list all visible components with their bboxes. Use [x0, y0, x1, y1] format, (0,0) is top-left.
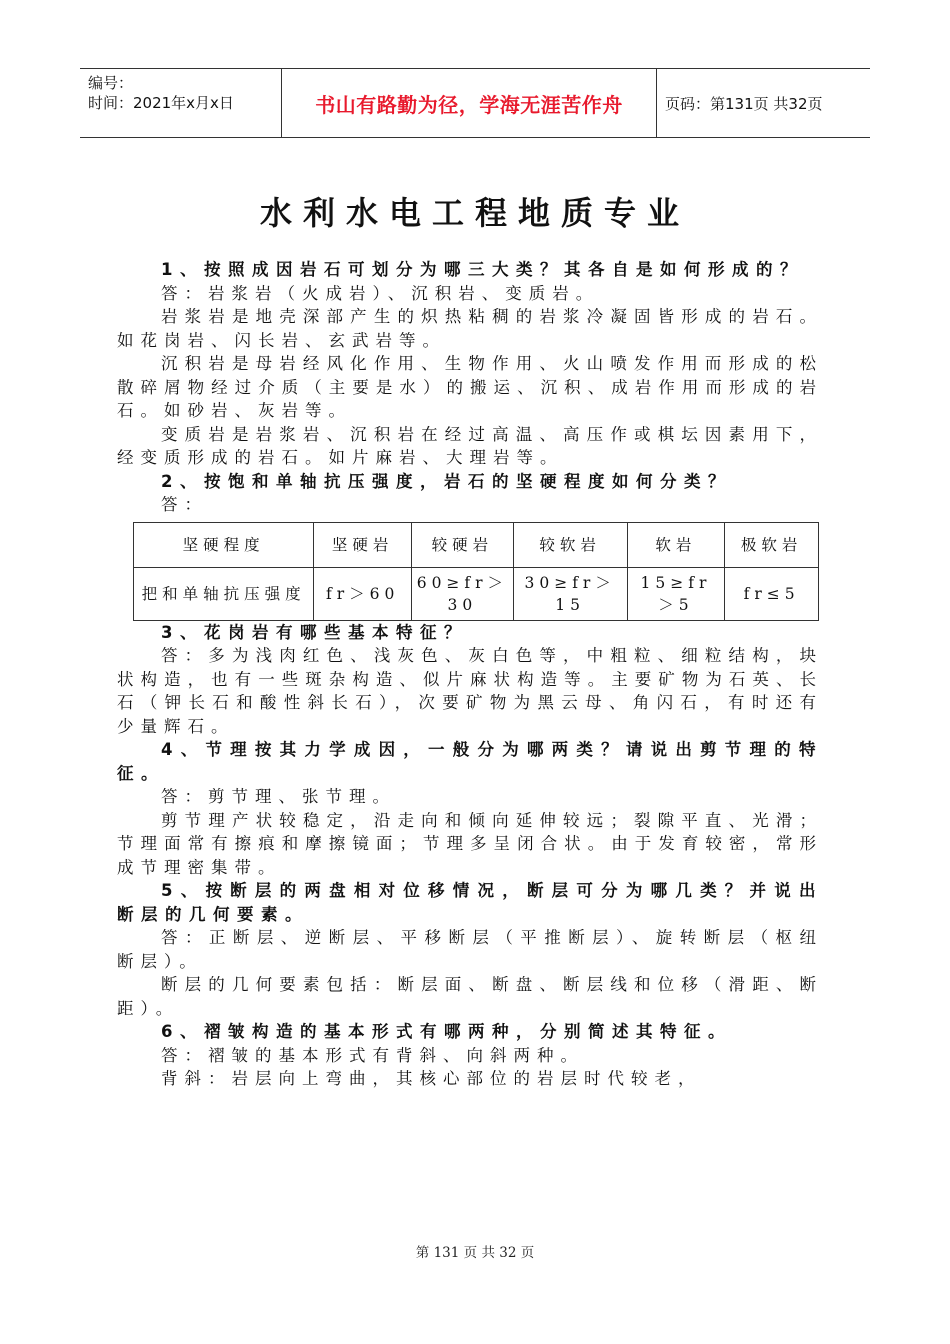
header-date-label: 时间：2021年x月x日	[88, 94, 234, 112]
question-2: 2、按饱和单轴抗压强度，岩石的坚硬程度如何分类？	[161, 471, 732, 491]
question-3: 3、花岗岩有哪些基本特征？	[161, 622, 468, 642]
answer-1: 答：岩浆岩（火成岩）、沉积岩、变质岩。	[161, 283, 600, 303]
document-title: 水利水电工程地质专业	[259, 194, 690, 232]
question-1: 1、按照成因岩石可划分为哪三大类？其各自是如何形成的？	[161, 260, 804, 279]
table-cell: 30≥fr＞15	[513, 567, 627, 620]
table-row	[134, 567, 819, 620]
table-cell: fr＞60	[314, 567, 412, 620]
question-4: 4、节理按其力学成因，一般分为哪两类？请说出剪节理的特征。	[117, 740, 823, 783]
answer-1-paragraph-1: 岩浆岩是地壳深部产生的炽热粘稠的岩浆冷凝固皆形成的岩石。如花岗岩、闪长岩、玄武岩等。	[117, 307, 823, 350]
table-cell: 15≥fr＞5	[627, 567, 725, 620]
table-cell: 60≥fr＞30	[412, 567, 514, 620]
table-header-cell: 极软岩	[725, 522, 819, 567]
header-motto: 书山有路勤为径，学海无涯苦作舟	[282, 69, 657, 137]
table-header-cell: 软岩	[627, 522, 725, 567]
question-6: 6、褶皱构造的基本形式有哪两种，分别简述其特征。	[161, 1022, 732, 1041]
answer-4-paragraph-1: 剪节理产状较稳定，沿走向和倾向延伸较远；裂隙平直、光滑；节理面常有擦痕和摩擦镜面；节理多呈闭合状。由于发育较密，常形成节理密集带。	[117, 810, 823, 877]
answer-1-paragraph-2: 沉积岩是母岩经风化作用、生物作用、火山喷发作用而形成的松散碎屑物经过介质（主要是水）的搬运、沉积、成岩作用而形成的岩石。如砂岩、灰岩等。	[117, 354, 823, 420]
document-body	[117, 258, 823, 1091]
answer-2: 答：	[161, 495, 208, 514]
rock-hardness-table	[133, 522, 819, 621]
answer-5-paragraph-1: 断层的几何要素包括：断层面、断盘、断层线和位移（滑距、断距）。	[117, 975, 823, 1018]
answer-6: 答：褶皱的基本形式有背斜、向斜两种。	[161, 1045, 584, 1065]
table-header-row	[134, 522, 819, 567]
header-meta	[80, 69, 282, 137]
answer-5: 答：正断层、逆断层、平移断层（平推断层）、旋转断层（枢纽断层）。	[117, 928, 823, 971]
answer-6-paragraph-1: 背斜：岩层向上弯曲，其核心部位的岩层时代较老，	[161, 1069, 702, 1088]
table-header-cell: 较软岩	[513, 522, 627, 567]
table-header-cell: 较硬岩	[412, 522, 514, 567]
page-header	[80, 68, 870, 138]
table-header-cell: 坚硬程度	[134, 522, 314, 567]
table-cell: 把和单轴抗压强度	[134, 567, 314, 620]
header-number-label: 编号：	[88, 74, 134, 92]
question-5: 5、按断层的两盘相对位移情况，断层可分为哪几类？并说出断层的几何要素。	[117, 881, 823, 924]
page-footer: 第 131 页 共 32 页	[415, 1245, 535, 1261]
header-page-label: 页码：第131页 共32页	[665, 94, 823, 113]
answer-4: 答：剪节理、张节理。	[161, 787, 396, 806]
table-cell: fr≤5	[725, 567, 819, 620]
answer-3: 答：多为浅肉红色、浅灰色、灰白色等，中粗粒、细粒结构，块状构造，也有一些斑杂构造、似片麻状构造等。主要矿物为石英、长石（钾长石和酸性斜长石），次要矿物为黑云母、角闪石，有时还有少量辉石。	[117, 646, 823, 736]
answer-1-paragraph-3: 变质岩是岩浆岩、沉积岩在经过高温、高压作或棋坛因素用下，经变质形成的岩石。如片麻岩、大理岩等。	[117, 424, 823, 467]
table-header-cell: 坚硬岩	[314, 522, 412, 567]
